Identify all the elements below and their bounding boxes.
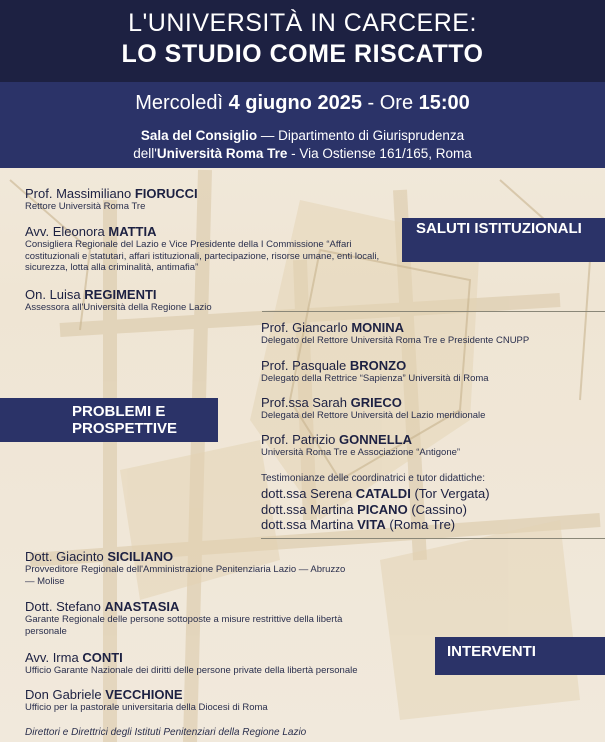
speaker-surname: GONNELLA — [339, 432, 412, 447]
testimonianza-picano — [261, 502, 490, 518]
speaker-surname: ANASTASIA — [104, 599, 180, 614]
testimonianza-title: dott.ssa Martina — [261, 517, 354, 532]
section-label-interventi: INTERVENTI — [435, 637, 605, 675]
testimonianza-surname: CATALDI — [355, 486, 411, 501]
speaker-role: Delegato della Rettrice “Sapienza” Università di Roma — [261, 373, 489, 384]
speaker-title: Prof. Pasquale — [261, 358, 347, 373]
speaker-title: Prof. Massimiliano — [25, 186, 132, 201]
event-time: 15:00 — [418, 92, 470, 114]
speaker-surname: MATTIA — [108, 224, 157, 239]
speaker-surname: BRONZO — [349, 358, 407, 373]
venue-department: — Dipartimento di Giurisprudenza — [257, 128, 465, 143]
event-time-prefix: - Ore — [367, 92, 414, 114]
speaker-role: Consigliera Regionale del Lazio e Vice Presidente della I Commissione “Affari costituzionali e statutari, affari istituzionali, partecipazione, risorse umane, enti locali, sicurezza, lotta alla criminalità, antimafia” — [25, 239, 380, 273]
testimonianza-title: dott.ssa Serena — [261, 486, 353, 501]
section-label-problemi: PROBLEMI E PROSPETTIVE — [0, 398, 218, 442]
speaker-anastasia — [25, 599, 355, 637]
testimonianza-vita — [261, 517, 490, 533]
speaker-role: Provveditore Regionale dell'Amministrazione Penitenziaria Lazio — Abruzzo — Molise — [25, 564, 346, 587]
speaker-role: Università Roma Tre e Associazione “Antigone” — [261, 447, 461, 458]
speaker-title: Avv. Irma — [25, 650, 79, 665]
venue-room: Sala del Consiglio — [140, 128, 258, 143]
testimonianze-list — [261, 486, 490, 533]
speaker-role: Delegata del Rettore Università del Lazio meridionale — [261, 410, 486, 421]
speaker-siciliano — [25, 549, 355, 587]
footer-note: Direttori e Direttrici degli Istituti Penitenziari della Regione Lazio — [25, 727, 307, 738]
event-title-line-1: L'UNIVERSITÀ IN CARCERE: — [128, 9, 477, 37]
testimonianza-title: dott.ssa Martina — [261, 501, 354, 517]
testimonianza-surname: VITA — [357, 517, 386, 532]
testimonianze-label: Testimonianze delle coordinatrici e tutor didattiche: — [261, 473, 486, 484]
speaker-name — [261, 358, 489, 373]
speaker-title: Prof. Patrizio — [261, 432, 336, 447]
speaker-name — [261, 395, 485, 410]
speaker-title: Avv. Eleonora — [25, 224, 105, 239]
speaker-title: On. Luisa — [25, 287, 81, 302]
speaker-name — [25, 599, 355, 614]
section-label-saluti: SALUTI ISTITUZIONALI — [402, 218, 605, 262]
speaker-title: Dott. Giacinto — [25, 549, 104, 564]
event-title-line-2: LO STUDIO COME RISCATTO — [121, 40, 484, 68]
section-divider — [262, 311, 605, 312]
speaker-title: Don Gabriele — [25, 687, 102, 702]
speaker-grieco — [261, 395, 485, 422]
speaker-surname: CONTI — [82, 650, 123, 665]
speaker-mattia — [25, 224, 385, 274]
event-date: 4 giugno 2025 — [228, 92, 362, 114]
speaker-surname: REGIMENTI — [84, 287, 157, 302]
speaker-role: Garante Regionale delle persone sottoposte a misure restrittive della libertà personale — [25, 614, 343, 637]
speaker-name — [25, 549, 355, 564]
testimonianza-cataldi — [261, 486, 490, 502]
speaker-name — [25, 287, 212, 302]
speaker-role: Ufficio per la pastorale universitaria della Diocesi di Roma — [25, 702, 268, 713]
speaker-title: Prof. Giancarlo — [261, 320, 348, 335]
speaker-role: Ufficio Garante Nazionale dei diritti delle persone private della libertà personale — [25, 665, 358, 676]
speaker-vecchione — [25, 687, 268, 714]
venue-line-2 — [0, 146, 605, 161]
speaker-name — [25, 224, 385, 239]
speaker-gonnella — [261, 432, 460, 459]
speaker-name — [25, 650, 358, 665]
event-day: Mercoledì — [135, 92, 224, 114]
section-divider — [261, 538, 605, 539]
speaker-surname: SICILIANO — [107, 549, 174, 564]
speaker-conti — [25, 650, 358, 677]
speaker-role: Assessora all'Università della Regione Lazio — [25, 302, 212, 313]
event-date-time — [0, 92, 605, 115]
venue-address: - Via Ostiense 161/165, Roma — [287, 146, 472, 161]
speaker-monina — [261, 320, 529, 347]
speaker-name — [25, 186, 198, 201]
speaker-surname: VECCHIONE — [105, 687, 183, 702]
speaker-fiorucci — [25, 186, 198, 213]
venue-university: Università Roma Tre — [156, 146, 288, 161]
venue-line-1 — [0, 128, 605, 143]
speaker-surname: MONINA — [351, 320, 405, 335]
venue-of: dell' — [133, 146, 157, 161]
testimonianza-place: (Roma Tre) — [389, 517, 456, 532]
speaker-name — [25, 687, 268, 702]
speaker-bronzo — [261, 358, 489, 385]
speaker-regimenti — [25, 287, 212, 314]
speaker-surname: FIORUCCI — [134, 186, 198, 201]
speaker-role: Delegato del Rettore Università Roma Tre e Presidente CNUPP — [261, 335, 530, 346]
testimonianza-place: (Tor Vergata) — [414, 486, 490, 501]
testimonianza-surname: PICANO — [357, 501, 408, 517]
speaker-name — [261, 432, 460, 447]
speaker-name — [261, 320, 529, 335]
speaker-surname: GRIECO — [350, 395, 402, 410]
speaker-title: Prof.ssa Sarah — [261, 395, 347, 410]
testimonianza-place: (Cassino) — [411, 501, 467, 517]
speaker-role: Rettore Università Roma Tre — [25, 201, 146, 212]
speaker-title: Dott. Stefano — [25, 599, 101, 614]
